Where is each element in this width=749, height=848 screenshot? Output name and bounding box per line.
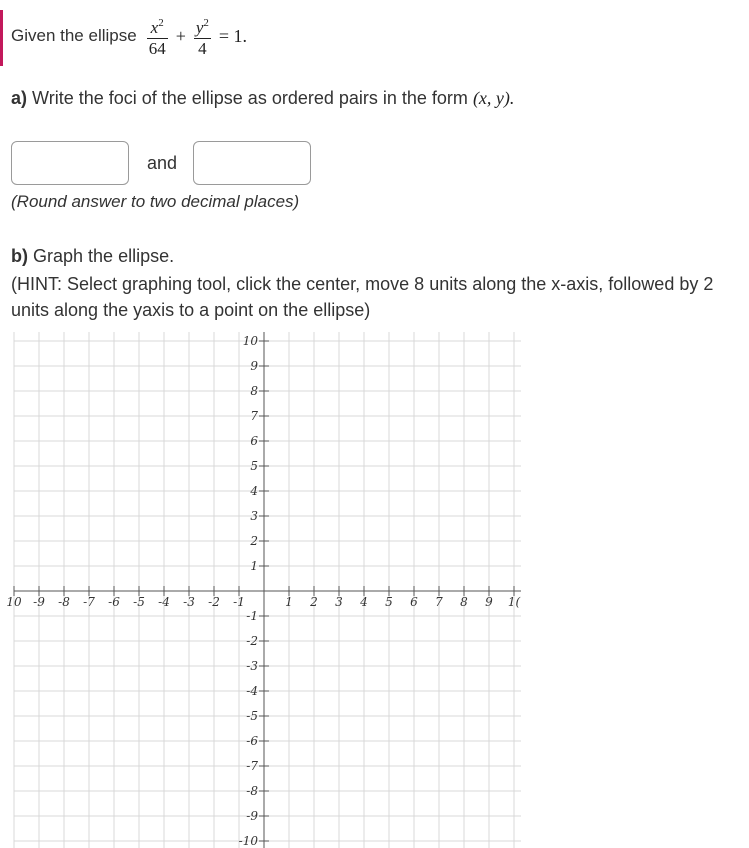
y-tick-label: 4 [250, 484, 258, 498]
y-fraction [194, 13, 211, 59]
x-tick-label: 10 [6, 595, 22, 609]
given-equation [11, 10, 251, 62]
x-tick-label: 1( [507, 595, 521, 609]
y-numerator: y [195, 18, 204, 37]
y-tick-label: 5 [250, 459, 258, 473]
y-tick-label: 1 [250, 559, 258, 573]
y-tick-label: -4 [246, 684, 258, 698]
y-tick-label: 8 [250, 384, 258, 398]
x-tick-label: 2 [310, 595, 318, 609]
graph-hint: (HINT: Select graphing tool, click the center, move 8 units along the x-axis, followed by 2 units along the yaxis to a point on the ellipse) [11, 274, 714, 320]
y-tick-label: -10 [238, 834, 258, 848]
x-tick-label: 4 [360, 595, 368, 609]
x-numerator: x [150, 18, 159, 37]
part-b-question [11, 246, 174, 267]
y-tick-label: -5 [246, 709, 258, 723]
focus-1-input[interactable] [11, 141, 129, 185]
y-tick-label: -2 [246, 634, 258, 648]
x-tick-label: 7 [435, 595, 443, 609]
y-tick-label: -3 [246, 659, 258, 673]
graph-canvas[interactable] [0, 322, 749, 848]
x-power: 2 [158, 17, 164, 29]
x-tick-label: 5 [385, 595, 393, 609]
part-a-text: Write the foci of the ellipse as ordered pairs in the form [32, 88, 468, 108]
part-a-question [11, 88, 514, 109]
x-tick-label: 6 [410, 595, 418, 609]
part-b-text: Graph the ellipse. [33, 246, 175, 266]
y-power: 2 [203, 17, 209, 29]
y-tick-label: -6 [246, 734, 258, 748]
y-tick-label: -9 [246, 809, 258, 823]
x-tick-label: 8 [460, 595, 468, 609]
focus-2-input[interactable] [193, 141, 311, 185]
x-denominator: 64 [148, 39, 166, 58]
y-tick-label: 3 [250, 509, 258, 523]
x-tick-label: 3 [335, 595, 343, 609]
given-label: Given the ellipse [11, 26, 137, 45]
x-tick-label: -7 [83, 595, 95, 609]
x-tick-label: -6 [108, 595, 120, 609]
y-tick-label: 2 [250, 534, 258, 548]
plus-sign: + [175, 25, 186, 46]
y-denominator: 4 [198, 39, 207, 58]
y-tick-label: -7 [246, 759, 258, 773]
x-tick-label: -5 [133, 595, 145, 609]
y-tick-label: 10 [242, 334, 258, 348]
x-tick-label: -1 [233, 595, 245, 609]
y-tick-label: 7 [250, 409, 258, 423]
x-tick-label: -9 [33, 595, 45, 609]
accent-bar [0, 10, 3, 66]
ordered-pair-form: (x, y). [472, 88, 515, 108]
y-tick-label: -8 [246, 784, 258, 798]
and-label: and [147, 153, 178, 173]
part-a-label: a) [11, 88, 28, 108]
x-tick-label: -4 [158, 595, 170, 609]
x-tick-label: 1 [285, 595, 293, 609]
x-tick-label: -2 [208, 595, 220, 609]
y-tick-label: -1 [246, 609, 258, 623]
part-b-label: b) [11, 246, 28, 266]
x-fraction [147, 13, 168, 59]
y-tick-label: 6 [250, 434, 258, 448]
equals-one: = 1. [218, 25, 248, 46]
rounding-note: (Round answer to two decimal places) [11, 192, 300, 211]
y-tick-label: 9 [250, 359, 258, 373]
x-tick-label: -3 [183, 595, 195, 609]
x-tick-label: -8 [58, 595, 70, 609]
x-tick-label: 9 [485, 595, 493, 609]
